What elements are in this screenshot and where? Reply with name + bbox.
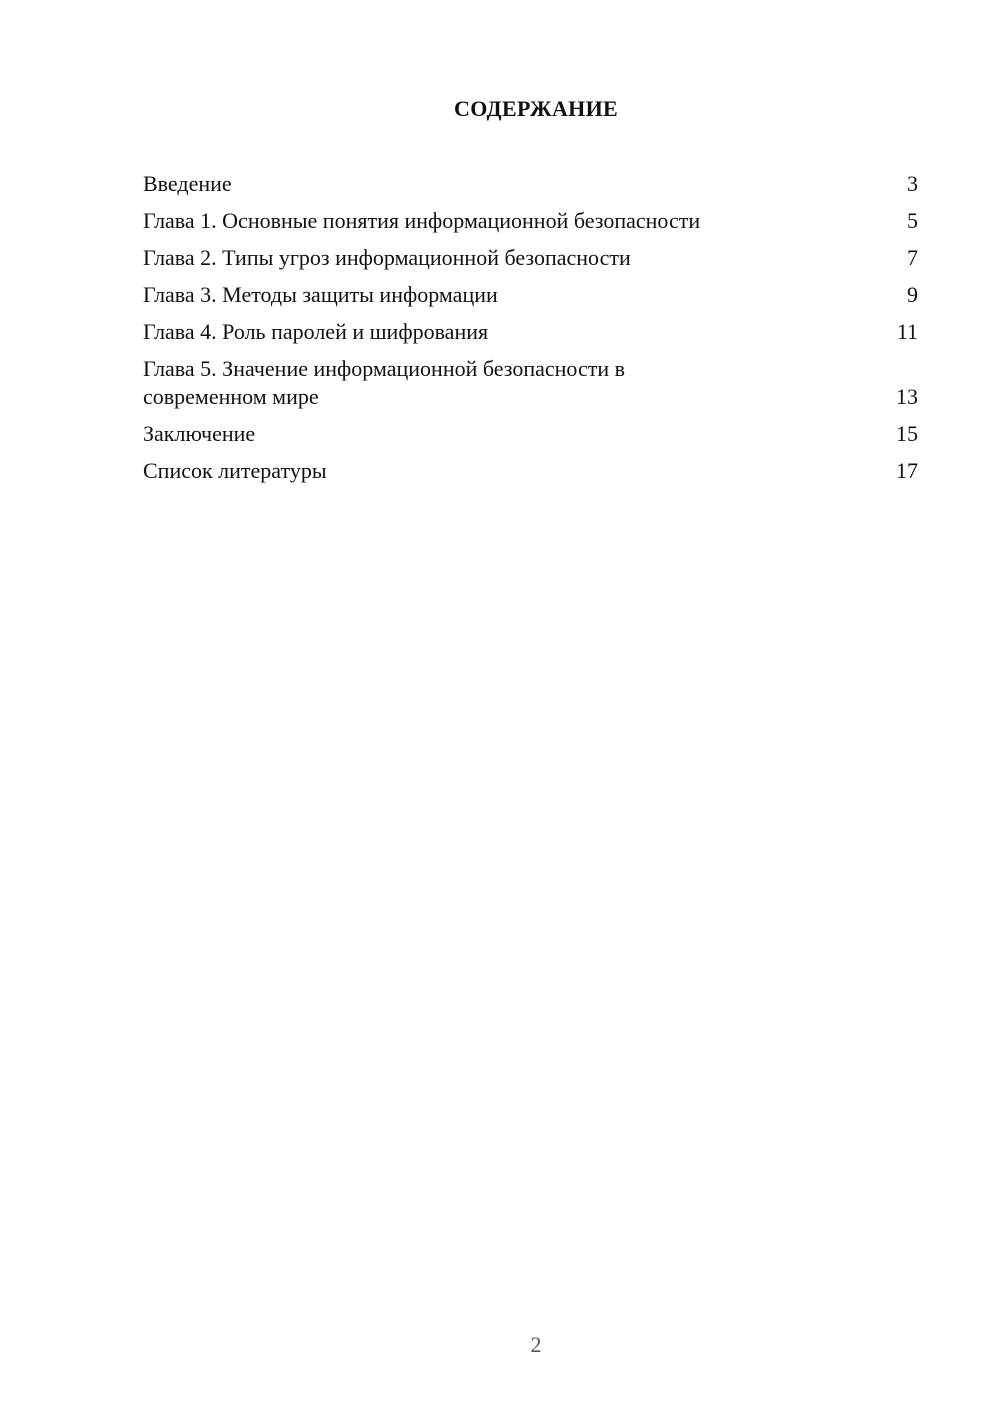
toc-entry-label: Глава 3. Методы защиты информации xyxy=(143,282,498,307)
toc-entry-label: Глава 5. Значение информационной безопасности в современном мире xyxy=(143,356,626,409)
toc-entry xyxy=(143,318,918,346)
table-of-contents xyxy=(143,170,918,494)
toc-entry xyxy=(143,420,918,448)
toc-entry-label: Глава 4. Роль паролей и шифрования xyxy=(143,319,489,344)
toc-entry xyxy=(143,244,918,272)
toc-entry-page: 17 xyxy=(896,458,918,483)
toc-entry xyxy=(143,355,918,411)
toc-entry-label: Заключение xyxy=(143,421,256,446)
toc-entry-label: Список литературы xyxy=(143,458,327,483)
toc-entry xyxy=(143,281,918,309)
toc-entry-label: Введение xyxy=(143,171,232,196)
toc-entry-page: 3 xyxy=(907,171,918,196)
toc-entry xyxy=(143,207,918,235)
toc-entry-label: Глава 1. Основные понятия информационной безопасности xyxy=(143,208,701,233)
toc-entry-page: 7 xyxy=(907,245,918,270)
page-number: 2 xyxy=(530,1332,542,1357)
toc-entry-page: 15 xyxy=(896,421,918,446)
toc-entry-page: 13 xyxy=(896,384,918,409)
toc-entry-page: 9 xyxy=(907,282,918,307)
toc-entry xyxy=(143,170,918,198)
page-title: СОДЕРЖАНИЕ xyxy=(454,96,618,121)
toc-entry-page: 11 xyxy=(896,319,918,344)
toc-entry xyxy=(143,457,918,485)
toc-entry-page: 5 xyxy=(907,208,918,233)
toc-entry-label: Глава 2. Типы угроз информационной безопасности xyxy=(143,245,631,270)
